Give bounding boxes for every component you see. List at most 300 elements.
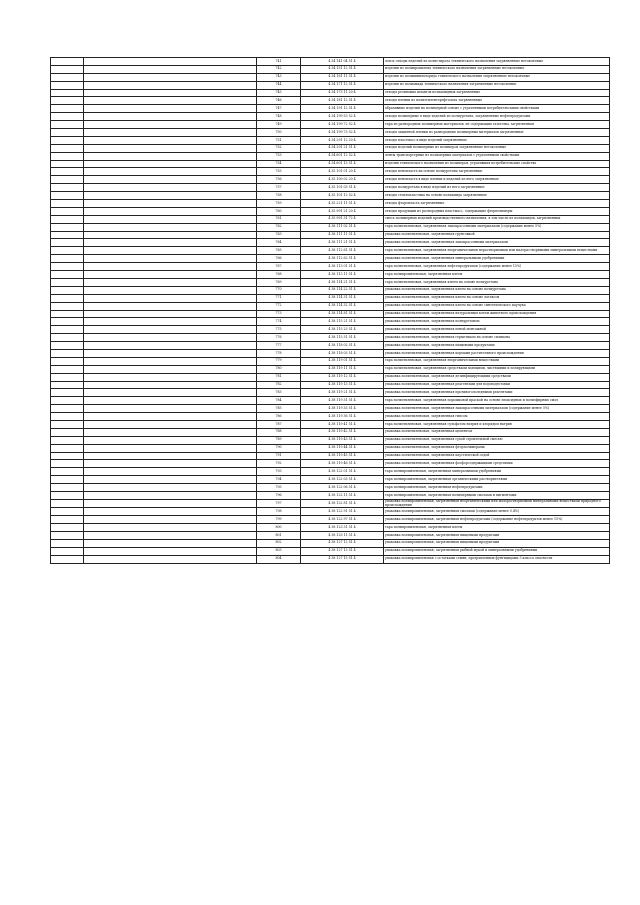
blank-cell-wide — [84, 444, 257, 452]
row-number-cell: 751 — [257, 136, 301, 144]
row-number-cell: 772 — [257, 302, 301, 310]
blank-cell-left — [51, 373, 84, 381]
waste-name-cell: упаковка полиэтиленовая, загрязненная грунтовкой — [384, 231, 610, 239]
waste-code-cell: 4 38 125 11 51 4 — [301, 531, 384, 539]
row-number-cell: 757 — [257, 184, 301, 192]
blank-cell-left — [51, 129, 84, 137]
waste-code-cell: 4 38 123 31 51 4 — [301, 524, 384, 532]
waste-code-cell: 4 38 114 21 51 4 — [301, 278, 384, 286]
table-row — [51, 460, 610, 468]
row-number-cell: 742 — [257, 65, 301, 73]
waste-code-cell: 4 38 113 11 51 4 — [301, 271, 384, 279]
table-body — [51, 58, 610, 564]
row-number-cell: 770 — [257, 286, 301, 294]
waste-name-cell: упаковка полиэтиленовая, загрязненная клеем на основе синтетического каучука — [384, 302, 610, 310]
blank-cell-left — [51, 97, 84, 105]
table-row — [51, 555, 610, 563]
waste-code-cell: 4 38 119 01 51 4 — [301, 357, 384, 365]
blank-cell-left — [51, 73, 84, 81]
blank-cell-left — [51, 516, 84, 524]
row-number-cell: 747 — [257, 105, 301, 113]
table-row — [51, 58, 610, 66]
blank-cell-wide — [84, 491, 257, 499]
table-row — [51, 318, 610, 326]
row-number-cell: 776 — [257, 334, 301, 342]
table-row — [51, 302, 610, 310]
blank-cell-left — [51, 121, 84, 129]
blank-cell-wide — [84, 263, 257, 271]
waste-name-cell: упаковка полипропиленовая, загрязненная нефтепродуктами (содержание нефтепродуктов менее 15%) — [384, 516, 610, 524]
table-row — [51, 81, 610, 89]
waste-name-cell: отходы полиуретана в виде изделий из него загрязненные — [384, 184, 610, 192]
row-number-cell: 758 — [257, 192, 301, 200]
waste-name-cell: тара полиэтиленовая, загрязненная нефтепродуктами (содержание менее 15%) — [384, 263, 610, 271]
waste-code-cell: 4 38 115 21 51 4 — [301, 318, 384, 326]
row-number-cell: 789 — [257, 436, 301, 444]
blank-cell-left — [51, 302, 84, 310]
waste-name-cell: упаковка полиэтиленовая, загрязненная реагентами для водоподготовки — [384, 381, 610, 389]
blank-cell-wide — [84, 65, 257, 73]
table-row — [51, 105, 610, 113]
blank-cell-wide — [84, 152, 257, 160]
waste-code-cell: 4 38 114 31 51 4 — [301, 294, 384, 302]
row-number-cell: 755 — [257, 168, 301, 176]
table-row — [51, 176, 610, 184]
blank-cell-wide — [84, 310, 257, 318]
waste-code-cell: 4 34 161 11 51 4 — [301, 73, 384, 81]
waste-name-cell: упаковка полиэтиленовая, загрязненная сухой строительной смесью — [384, 436, 610, 444]
waste-name-cell: ленты транспортерные из полимерных материалов с утраченными свойствами — [384, 152, 610, 160]
row-number-cell: 796 — [257, 491, 301, 499]
blank-cell-left — [51, 539, 84, 547]
row-number-cell: 798 — [257, 508, 301, 516]
waste-code-cell: 4 38 119 31 51 4 — [301, 397, 384, 405]
blank-cell-left — [51, 239, 84, 247]
blank-cell-left — [51, 468, 84, 476]
table-row — [51, 524, 610, 532]
blank-cell-left — [51, 508, 84, 516]
blank-cell-left — [51, 223, 84, 231]
blank-cell-left — [51, 428, 84, 436]
row-number-cell: 746 — [257, 97, 301, 105]
blank-cell-wide — [84, 373, 257, 381]
blank-cell-left — [51, 555, 84, 563]
table-row — [51, 373, 610, 381]
waste-name-cell: упаковка полиэтиленовая, загрязненная фосфорсодержащими средствами — [384, 460, 610, 468]
blank-cell-wide — [84, 294, 257, 302]
waste-code-cell: 4 38 119 46 51 4 — [301, 460, 384, 468]
blank-cell-left — [51, 278, 84, 286]
waste-code-cell: 4 38 122 91 51 4 — [301, 508, 384, 516]
waste-name-cell: изделия из полипропилена технического назначения загрязненные нетоксичные — [384, 65, 610, 73]
blank-cell-left — [51, 349, 84, 357]
table-row — [51, 184, 610, 192]
row-number-cell: 760 — [257, 207, 301, 215]
waste-name-cell: упаковка полиэтиленовая, загрязненная натуральным клеем животного происхождения — [384, 310, 610, 318]
blank-cell-left — [51, 184, 84, 192]
waste-name-cell: лом и отходы изделий из полистирола технического назначения загрязненные нетоксичные — [384, 58, 610, 66]
waste-code-cell: 4 34 181 12 51 4 — [301, 97, 384, 105]
blank-cell-wide — [84, 349, 257, 357]
waste-name-cell: тара полипропиленовая, загрязненная минеральными удобрениями — [384, 468, 610, 476]
blank-cell-wide — [84, 271, 257, 279]
waste-name-cell: отходы защитной пленки из разнородных полимерных материалов загрязненные — [384, 129, 610, 137]
blank-cell-wide — [84, 113, 257, 121]
waste-name-cell: тара полипропиленовая, загрязненная нефтепродуктами — [384, 484, 610, 492]
blank-cell-left — [51, 444, 84, 452]
table-row — [51, 65, 610, 73]
blank-cell-left — [51, 286, 84, 294]
blank-cell-wide — [84, 302, 257, 310]
blank-cell-wide — [84, 129, 257, 137]
waste-name-cell: упаковка полиэтиленовая, загрязненная пищевыми продуктами — [384, 342, 610, 350]
row-number-cell: 777 — [257, 342, 301, 350]
table-row — [51, 207, 610, 215]
row-number-cell: 783 — [257, 389, 301, 397]
blank-cell-left — [51, 294, 84, 302]
row-number-cell: 752 — [257, 144, 301, 152]
blank-cell-left — [51, 255, 84, 263]
table-row — [51, 428, 610, 436]
waste-name-cell: отходы резиновых шлангов полиамидных загрязненные — [384, 89, 610, 97]
waste-name-cell: упаковка полиэтиленовая, загрязненная цементом — [384, 428, 610, 436]
blank-cell-left — [51, 318, 84, 326]
waste-name-cell: тара полипропиленовая, загрязненная органическими растворителями — [384, 476, 610, 484]
table-row — [51, 484, 610, 492]
row-number-cell: 744 — [257, 81, 301, 89]
waste-code-cell: 4 34 199 53 52 4 — [301, 113, 384, 121]
blank-cell-wide — [84, 136, 257, 144]
waste-code-cell: 4 34 191 12 51 4 — [301, 105, 384, 113]
waste-name-cell: абразивные изделия на полимерной основе с утраченными потребительскими свойствами — [384, 105, 610, 113]
waste-name-cell: упаковка полиэтиленовая, загрязненная клеем на основе латексов — [384, 294, 610, 302]
blank-cell-wide — [84, 547, 257, 555]
waste-code-cell: 4 38 119 12 51 4 — [301, 373, 384, 381]
table-row — [51, 231, 610, 239]
table-row — [51, 508, 610, 516]
blank-cell-wide — [84, 460, 257, 468]
blank-cell-wide — [84, 105, 257, 113]
blank-cell-wide — [84, 286, 257, 294]
waste-code-cell: 4 38 114 22 51 4 — [301, 286, 384, 294]
row-number-cell: 763 — [257, 231, 301, 239]
waste-code-cell: 4 38 119 42 51 4 — [301, 428, 384, 436]
table-row — [51, 89, 610, 97]
blank-cell-left — [51, 152, 84, 160]
blank-cell-wide — [84, 247, 257, 255]
blank-cell-wide — [84, 516, 257, 524]
row-number-cell: 768 — [257, 271, 301, 279]
blank-cell-wide — [84, 468, 257, 476]
waste-name-cell: упаковка полипропиленовая, загрязненная пищевыми продуктами — [384, 531, 610, 539]
blank-cell-wide — [84, 168, 257, 176]
waste-name-cell: упаковка полиэтиленовая, загрязненная лакокрасочными материалами — [384, 239, 610, 247]
blank-cell-wide — [84, 184, 257, 192]
table-row — [51, 468, 610, 476]
row-number-cell: 769 — [257, 278, 301, 286]
blank-cell-wide — [84, 278, 257, 286]
row-number-cell: 761 — [257, 215, 301, 223]
table-row — [51, 381, 610, 389]
waste-name-cell: тара полиэтиленовая, загрязненная сульфатом натрия и хлоридом натрия — [384, 420, 610, 428]
row-number-cell: 756 — [257, 176, 301, 184]
blank-cell-wide — [84, 397, 257, 405]
blank-cell-left — [51, 365, 84, 373]
blank-cell-left — [51, 524, 84, 532]
row-number-cell: 800 — [257, 524, 301, 532]
row-number-cell: 790 — [257, 444, 301, 452]
blank-cell-left — [51, 192, 84, 200]
table-row — [51, 200, 610, 208]
row-number-cell: 774 — [257, 318, 301, 326]
waste-code-cell: 4 38 122 03 51 4 — [301, 476, 384, 484]
blank-cell-left — [51, 113, 84, 121]
waste-code-cell: 4 38 119 44 51 4 — [301, 444, 384, 452]
waste-name-cell: упаковка полиэтиленовая, загрязненная гипсом — [384, 413, 610, 421]
table-row — [51, 263, 610, 271]
waste-name-cell: отходы изделий полимерных из полимеров загрязненные нетоксичные — [384, 144, 610, 152]
waste-code-cell: 4 38 127 12 51 4 — [301, 539, 384, 547]
waste-name-cell: упаковка полиэтиленовая, загрязненная герметиком на основе силикона — [384, 334, 610, 342]
waste-name-cell: отходы полимерные в виде изделий из полиуретана, загрязненные нефтепродуктами — [384, 113, 610, 121]
table-row — [51, 223, 610, 231]
table-row — [51, 326, 610, 334]
waste-code-cell: 4 38 119 41 51 4 — [301, 420, 384, 428]
blank-cell-left — [51, 65, 84, 73]
blank-cell-wide — [84, 192, 257, 200]
waste-name-cell: упаковка полипропиленовая, загрязненная рыбной мукой и минеральными удобрениями — [384, 547, 610, 555]
blank-cell-wide — [84, 436, 257, 444]
table-row — [51, 152, 610, 160]
row-number-cell: 762 — [257, 223, 301, 231]
row-number-cell: 749 — [257, 121, 301, 129]
table-row — [51, 397, 610, 405]
waste-code-cell: 4 38 111 11 51 4 — [301, 231, 384, 239]
table-row — [51, 286, 610, 294]
waste-code-cell: 4 38 119 33 51 4 — [301, 405, 384, 413]
blank-cell-left — [51, 58, 84, 66]
blank-cell-left — [51, 263, 84, 271]
waste-name-cell: отходы пленки из полиэтилентерефталата загрязненные — [384, 97, 610, 105]
blank-cell-wide — [84, 508, 257, 516]
blank-cell-wide — [84, 160, 257, 168]
table-row — [51, 247, 610, 255]
blank-cell-left — [51, 200, 84, 208]
row-number-cell: 804 — [257, 555, 301, 563]
row-number-cell: 795 — [257, 484, 301, 492]
table-row — [51, 444, 610, 452]
blank-cell-left — [51, 326, 84, 334]
row-number-cell: 766 — [257, 255, 301, 263]
blank-cell-wide — [84, 81, 257, 89]
waste-name-cell: тара полиэтиленовая, загрязненная клеем на основе полиуретана — [384, 278, 610, 286]
waste-code-cell: 4 38 119 36 51 4 — [301, 413, 384, 421]
table-row — [51, 436, 610, 444]
table-row — [51, 73, 610, 81]
blank-cell-wide — [84, 231, 257, 239]
table-row — [51, 476, 610, 484]
waste-code-cell: 4 34 141 04 51 4 — [301, 58, 384, 66]
table-row — [51, 271, 610, 279]
waste-code-cell: 4 35 221 11 51 4 — [301, 200, 384, 208]
blank-cell-left — [51, 144, 84, 152]
row-number-cell: 785 — [257, 405, 301, 413]
blank-cell-wide — [84, 73, 257, 81]
table-row — [51, 365, 610, 373]
waste-name-cell: тара полиэтиленовая, загрязненная неорганическими нерастворимыми или малорастворимыми минеральными веществами — [384, 247, 610, 255]
blank-cell-wide — [84, 428, 257, 436]
waste-code-cell: 4 38 119 45 51 4 — [301, 452, 384, 460]
table-row — [51, 334, 610, 342]
table-row — [51, 239, 610, 247]
row-number-cell: 782 — [257, 381, 301, 389]
waste-name-cell: отходы фторопласта загрязненные — [384, 200, 610, 208]
table-row — [51, 405, 610, 413]
blank-cell-left — [51, 491, 84, 499]
waste-name-cell: отходы стеклопластика на основе полиамида загрязненные — [384, 192, 610, 200]
row-number-cell: 767 — [257, 263, 301, 271]
blank-cell-left — [51, 413, 84, 421]
table-row — [51, 160, 610, 168]
waste-name-cell: упаковка полипропиленовая с остатками семян, протравленных фунгицидами 3 класса опасности — [384, 555, 610, 563]
waste-code-cell: 4 34 291 21 51 4 — [301, 144, 384, 152]
blank-cell-wide — [84, 215, 257, 223]
blank-cell-wide — [84, 365, 257, 373]
row-number-cell: 754 — [257, 160, 301, 168]
waste-name-cell: упаковка полиэтиленовая, загрязненная каустической содой — [384, 452, 610, 460]
blank-cell-left — [51, 105, 84, 113]
waste-name-cell: отходы пенопласта на основе полиуретана загрязненные — [384, 168, 610, 176]
waste-code-cell: 4 34 151 12 51 4 — [301, 65, 384, 73]
row-number-cell: 797 — [257, 499, 301, 507]
waste-code-cell: 4 38 127 15 51 4 — [301, 555, 384, 563]
row-number-cell: 786 — [257, 413, 301, 421]
blank-cell-wide — [84, 207, 257, 215]
blank-cell-wide — [84, 539, 257, 547]
waste-name-cell: упаковка полиэтиленовая, загрязненная кормами растительного происхождения — [384, 349, 610, 357]
row-number-cell: 743 — [257, 73, 301, 81]
blank-cell-wide — [84, 405, 257, 413]
blank-cell-left — [51, 460, 84, 468]
waste-code-cell: 4 38 119 43 51 4 — [301, 436, 384, 444]
blank-cell-wide — [84, 389, 257, 397]
row-number-cell: 778 — [257, 349, 301, 357]
waste-code-cell: 4 38 114 81 51 4 — [301, 310, 384, 318]
row-number-cell: 771 — [257, 294, 301, 302]
waste-name-cell: изделия из полиамида технического назначения загрязненные нетоксичные — [384, 81, 610, 89]
blank-cell-wide — [84, 176, 257, 184]
row-number-cell: 801 — [257, 531, 301, 539]
table-row — [51, 452, 610, 460]
table-row — [51, 420, 610, 428]
table-row — [51, 144, 610, 152]
row-number-cell: 745 — [257, 89, 301, 97]
waste-code-cell: 4 38 122 97 51 4 — [301, 516, 384, 524]
blank-cell-left — [51, 160, 84, 168]
blank-cell-wide — [84, 121, 257, 129]
row-number-cell: 794 — [257, 476, 301, 484]
waste-code-cell: 4 34 601 13 51 4 — [301, 160, 384, 168]
table-row — [51, 278, 610, 286]
waste-name-cell: тара полиэтиленовая, загрязненная лакокрасочными материалами (содержание менее 5%) — [384, 223, 610, 231]
blank-cell-wide — [84, 499, 257, 507]
row-number-cell: 802 — [257, 539, 301, 547]
row-number-cell: 788 — [257, 428, 301, 436]
row-number-cell: 775 — [257, 326, 301, 334]
blank-cell-wide — [84, 326, 257, 334]
blank-cell-left — [51, 81, 84, 89]
blank-cell-left — [51, 247, 84, 255]
waste-code-cell: 4 34 291 12 20 4 — [301, 136, 384, 144]
blank-cell-wide — [84, 381, 257, 389]
waste-code-cell: 4 38 119 13 51 4 — [301, 381, 384, 389]
blank-cell-wide — [84, 357, 257, 365]
waste-code-cell: 4 34 199 73 52 4 — [301, 129, 384, 137]
waste-code-cell: 4 38 127 13 51 4 — [301, 547, 384, 555]
waste-name-cell: упаковка полиэтиленовая, загрязненная полиуретаном — [384, 318, 610, 326]
blank-cell-wide — [84, 524, 257, 532]
row-number-cell: 741 — [257, 58, 301, 66]
blank-cell-wide — [84, 452, 257, 460]
row-number-cell: 764 — [257, 239, 301, 247]
table-row — [51, 389, 610, 397]
waste-code-cell: 4 35 991 31 72 4 — [301, 215, 384, 223]
waste-name-cell: тара полиэтиленовая, загрязненная средствами моющими, чистящими и полирующими — [384, 365, 610, 373]
waste-name-cell: изделия технического назначения из полимеров, утративших потребительские свойства — [384, 160, 610, 168]
blank-cell-left — [51, 176, 84, 184]
table-row — [51, 349, 610, 357]
waste-name-cell: упаковка полипропиленовая, загрязненная неорганическими или малорастворимыми минеральными веществами природного происхождения — [384, 499, 610, 507]
waste-name-cell: отходы пластмасс в виде изделий загрязненные — [384, 136, 610, 144]
waste-code-cell: 4 38 122 01 51 4 — [301, 468, 384, 476]
waste-code-cell: 4 38 115 23 51 4 — [301, 326, 384, 334]
row-number-cell: 779 — [257, 357, 301, 365]
table-row — [51, 192, 610, 200]
row-number-cell: 791 — [257, 452, 301, 460]
waste-code-cell: 4 38 111 02 51 4 — [301, 223, 384, 231]
blank-cell-left — [51, 168, 84, 176]
waste-name-cell: упаковка полиэтиленовая, загрязненная фторполимерами — [384, 444, 610, 452]
waste-code-cell: 4 35 991 21 20 4 — [301, 207, 384, 215]
waste-name-cell: упаковка полиэтиленовая, загрязненная пеной монтажной — [384, 326, 610, 334]
waste-name-cell: тара полиэтиленовая, загрязненная порошковой краской на основе эпоксидных и полиэфирных смол — [384, 397, 610, 405]
table-row — [51, 136, 610, 144]
blank-cell-left — [51, 420, 84, 428]
blank-cell-left — [51, 397, 84, 405]
row-number-cell: 773 — [257, 310, 301, 318]
table-row — [51, 129, 610, 137]
waste-name-cell: упаковка полиэтиленовая, загрязненная минеральными удобрениями — [384, 255, 610, 263]
row-number-cell: 759 — [257, 200, 301, 208]
blank-cell-wide — [84, 58, 257, 66]
table-row — [51, 357, 610, 365]
blank-cell-left — [51, 357, 84, 365]
blank-cell-wide — [84, 342, 257, 350]
waste-code-cell: 4 38 122 11 51 4 — [301, 491, 384, 499]
blank-cell-left — [51, 476, 84, 484]
table-row — [51, 294, 610, 302]
waste-code-cell: 4 35 101 12 52 4 — [301, 192, 384, 200]
waste-name-cell: упаковка полиэтиленовая, загрязненная дезинфицирующими средствами — [384, 373, 610, 381]
waste-code-cell: 4 34 171 12 51 4 — [301, 81, 384, 89]
blank-cell-left — [51, 342, 84, 350]
table-row — [51, 97, 610, 105]
blank-cell-wide — [84, 555, 257, 563]
row-number-cell: 784 — [257, 397, 301, 405]
waste-name-cell: отходы пенопласта в виде пленки и изделий из него загрязненные — [384, 176, 610, 184]
waste-code-cell: 4 38 115 31 51 4 — [301, 334, 384, 342]
waste-name-cell: изделия из поливинилхлорида технического назначения загрязненные нетоксичные — [384, 73, 610, 81]
